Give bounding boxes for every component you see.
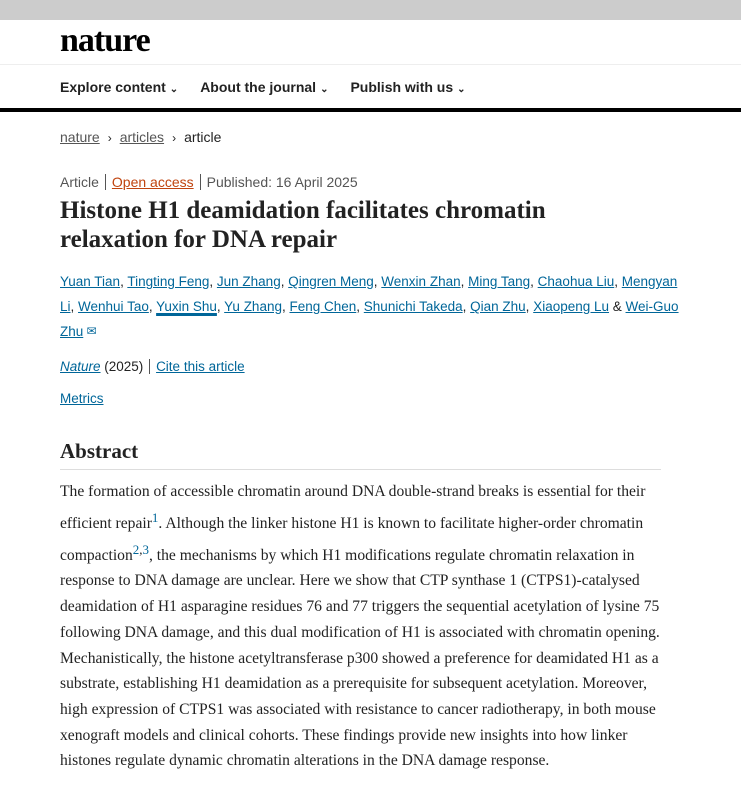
reference-link[interactable]: 1 — [151, 509, 159, 525]
divider — [0, 64, 741, 65]
journal-name: Nature — [60, 359, 101, 374]
author-link[interactable]: Yuxin Shu — [156, 299, 217, 314]
author-link[interactable]: Qingren Meng — [288, 274, 374, 289]
header-bar — [0, 108, 741, 112]
abstract-part: , the mechanisms by which H1 modifications regulate chromatin relaxation in response to DNA damage are unclear. Here we show that CTP synthase 1 (CTPS1)-catalysed deamidation of H1 asparagine residues 76 and 77 triggers the sequential acetylation of lysine 75 following DNA damage, and this dual modification of H1 is associated with chromatin opening. Mechanistically, the histone acetyltransferase p300 showed a preference for deamidated H1 as a substrate, establishing H1 deamidation as a prerequisite for subsequent acetylation. Moreover, high expression of CTPS1 was associated with resistance to cancer radiotherapy, in both mouse xenograft models and clinical cohorts. These findings provide new insights into how linker histones regulate dynamic chromatin alterations in the DNA damage response. — [60, 546, 660, 770]
nav-explore-content[interactable] — [60, 79, 178, 95]
author-link[interactable]: Yuan Tian — [60, 274, 121, 289]
abstract-heading: Abstract — [60, 439, 139, 463]
breadcrumb-nature[interactable]: nature — [60, 129, 100, 145]
nav-label: About the journal — [200, 79, 317, 95]
abstract-part: . Although the linker histone H1 is known to facilitate higher-order chromatin compaction — [60, 514, 644, 564]
metrics-link[interactable]: Metrics — [60, 391, 104, 406]
nature-logo[interactable]: nature — [60, 22, 150, 59]
cite-link[interactable]: Cite this article — [156, 359, 245, 374]
chevron-down-icon: ⌄ — [320, 84, 329, 95]
breadcrumb-current: article — [184, 129, 222, 145]
nav-label: Explore content — [60, 79, 166, 95]
author-link[interactable]: Shunichi Takeda — [363, 299, 463, 314]
author-link[interactable]: Tingting Feng — [127, 274, 210, 289]
author-link[interactable]: Chaohua Liu — [537, 274, 615, 289]
breadcrumb-articles[interactable]: articles — [119, 129, 165, 145]
article-type: Article — [60, 174, 99, 190]
article-meta — [60, 174, 358, 190]
citation-line — [60, 359, 245, 374]
author-link[interactable]: Jun Zhang — [216, 274, 281, 289]
email-icon[interactable]: ✉ — [83, 324, 97, 338]
published-date: Published: 16 April 2025 — [206, 174, 358, 190]
nav-publish[interactable] — [350, 79, 465, 95]
author-link[interactable]: Wenxin Zhan — [381, 274, 461, 289]
author-link[interactable]: Wenhui Tao — [78, 299, 149, 314]
journal-link[interactable] — [60, 359, 101, 374]
divider — [60, 469, 661, 470]
article-title: Histone H1 deamidation facilitates chromatin relaxation for DNA repair — [60, 197, 546, 253]
breadcrumb — [60, 129, 221, 145]
author-link[interactable]: Mengyan Li — [60, 274, 678, 314]
author-link[interactable]: Ming Tang — [468, 274, 531, 289]
chevron-right-icon: › — [172, 131, 177, 145]
reference-link[interactable]: 2 — [132, 541, 140, 557]
author-list: Yuan Tian, Tingting Feng, Jun Zhang, Qingren Meng, Wenxin Zhan, Ming Tang, Chaohua Liu, Mengyan Li, Wenhui Tao, Yuxin Shu, Yu Zhang, Feng Chen, Shunichi Takeda, Qian Zhu, Xiaopeng Lu & Wei-Guo Zhu ✉ — [60, 274, 679, 339]
main-nav — [60, 79, 466, 95]
abstract-text: The formation of accessible chromatin around DNA double-strand breaks is essential for their efficient repair$^1$. Although the linker histone H1 is known to facilitate higher-order chromatin compaction$^{2,3}$, the mechanisms by which H1 modifications regulate chromatin relaxation in response to DNA damage are unclear. Here we show that CTP synthase 1 (CTPS1)-catalysed deamidation of H1 asparagine residues 76 and 77 triggers the sequential acetylation of lysine 75 following DNA damage, and this dual modification of H1 is associated with chromatin opening. Mechanistically, the histone acetyltransferase p300 showed a preference for deamidated H1 as a substrate, establishing H1 deamidation as a prerequisite for subsequent acetylation. Moreover, high expression of CTPS1 was associated with resistance to cancer radiotherapy, in both mouse xenograft models and clinical cohorts. These findings provide new insights into how linker histones regulate dynamic chromatin alterations in the DNA damage response. — [60, 483, 660, 770]
nav-label: Publish with us — [350, 79, 454, 95]
open-access-link[interactable]: Open access — [111, 174, 194, 190]
chevron-right-icon: › — [107, 131, 112, 145]
nav-about-journal[interactable] — [200, 79, 328, 95]
author-link[interactable]: Feng Chen — [289, 299, 357, 314]
browser-top-bar — [0, 0, 741, 20]
author-link[interactable]: Qian Zhu — [470, 299, 526, 314]
author-link[interactable]: Wei-Guo Zhu — [60, 299, 679, 339]
author-link[interactable]: Xiaopeng Lu — [533, 299, 610, 314]
chevron-down-icon: ⌄ — [457, 84, 466, 95]
author-link[interactable]: Yu Zhang — [224, 299, 282, 314]
chevron-down-icon: ⌄ — [169, 84, 179, 95]
year: (2025) — [100, 359, 148, 374]
reference-link[interactable]: 3 — [142, 541, 149, 557]
abstract-part: The formation of accessible chromatin around DNA double-strand breaks is essential for their efficient repair — [60, 483, 646, 532]
